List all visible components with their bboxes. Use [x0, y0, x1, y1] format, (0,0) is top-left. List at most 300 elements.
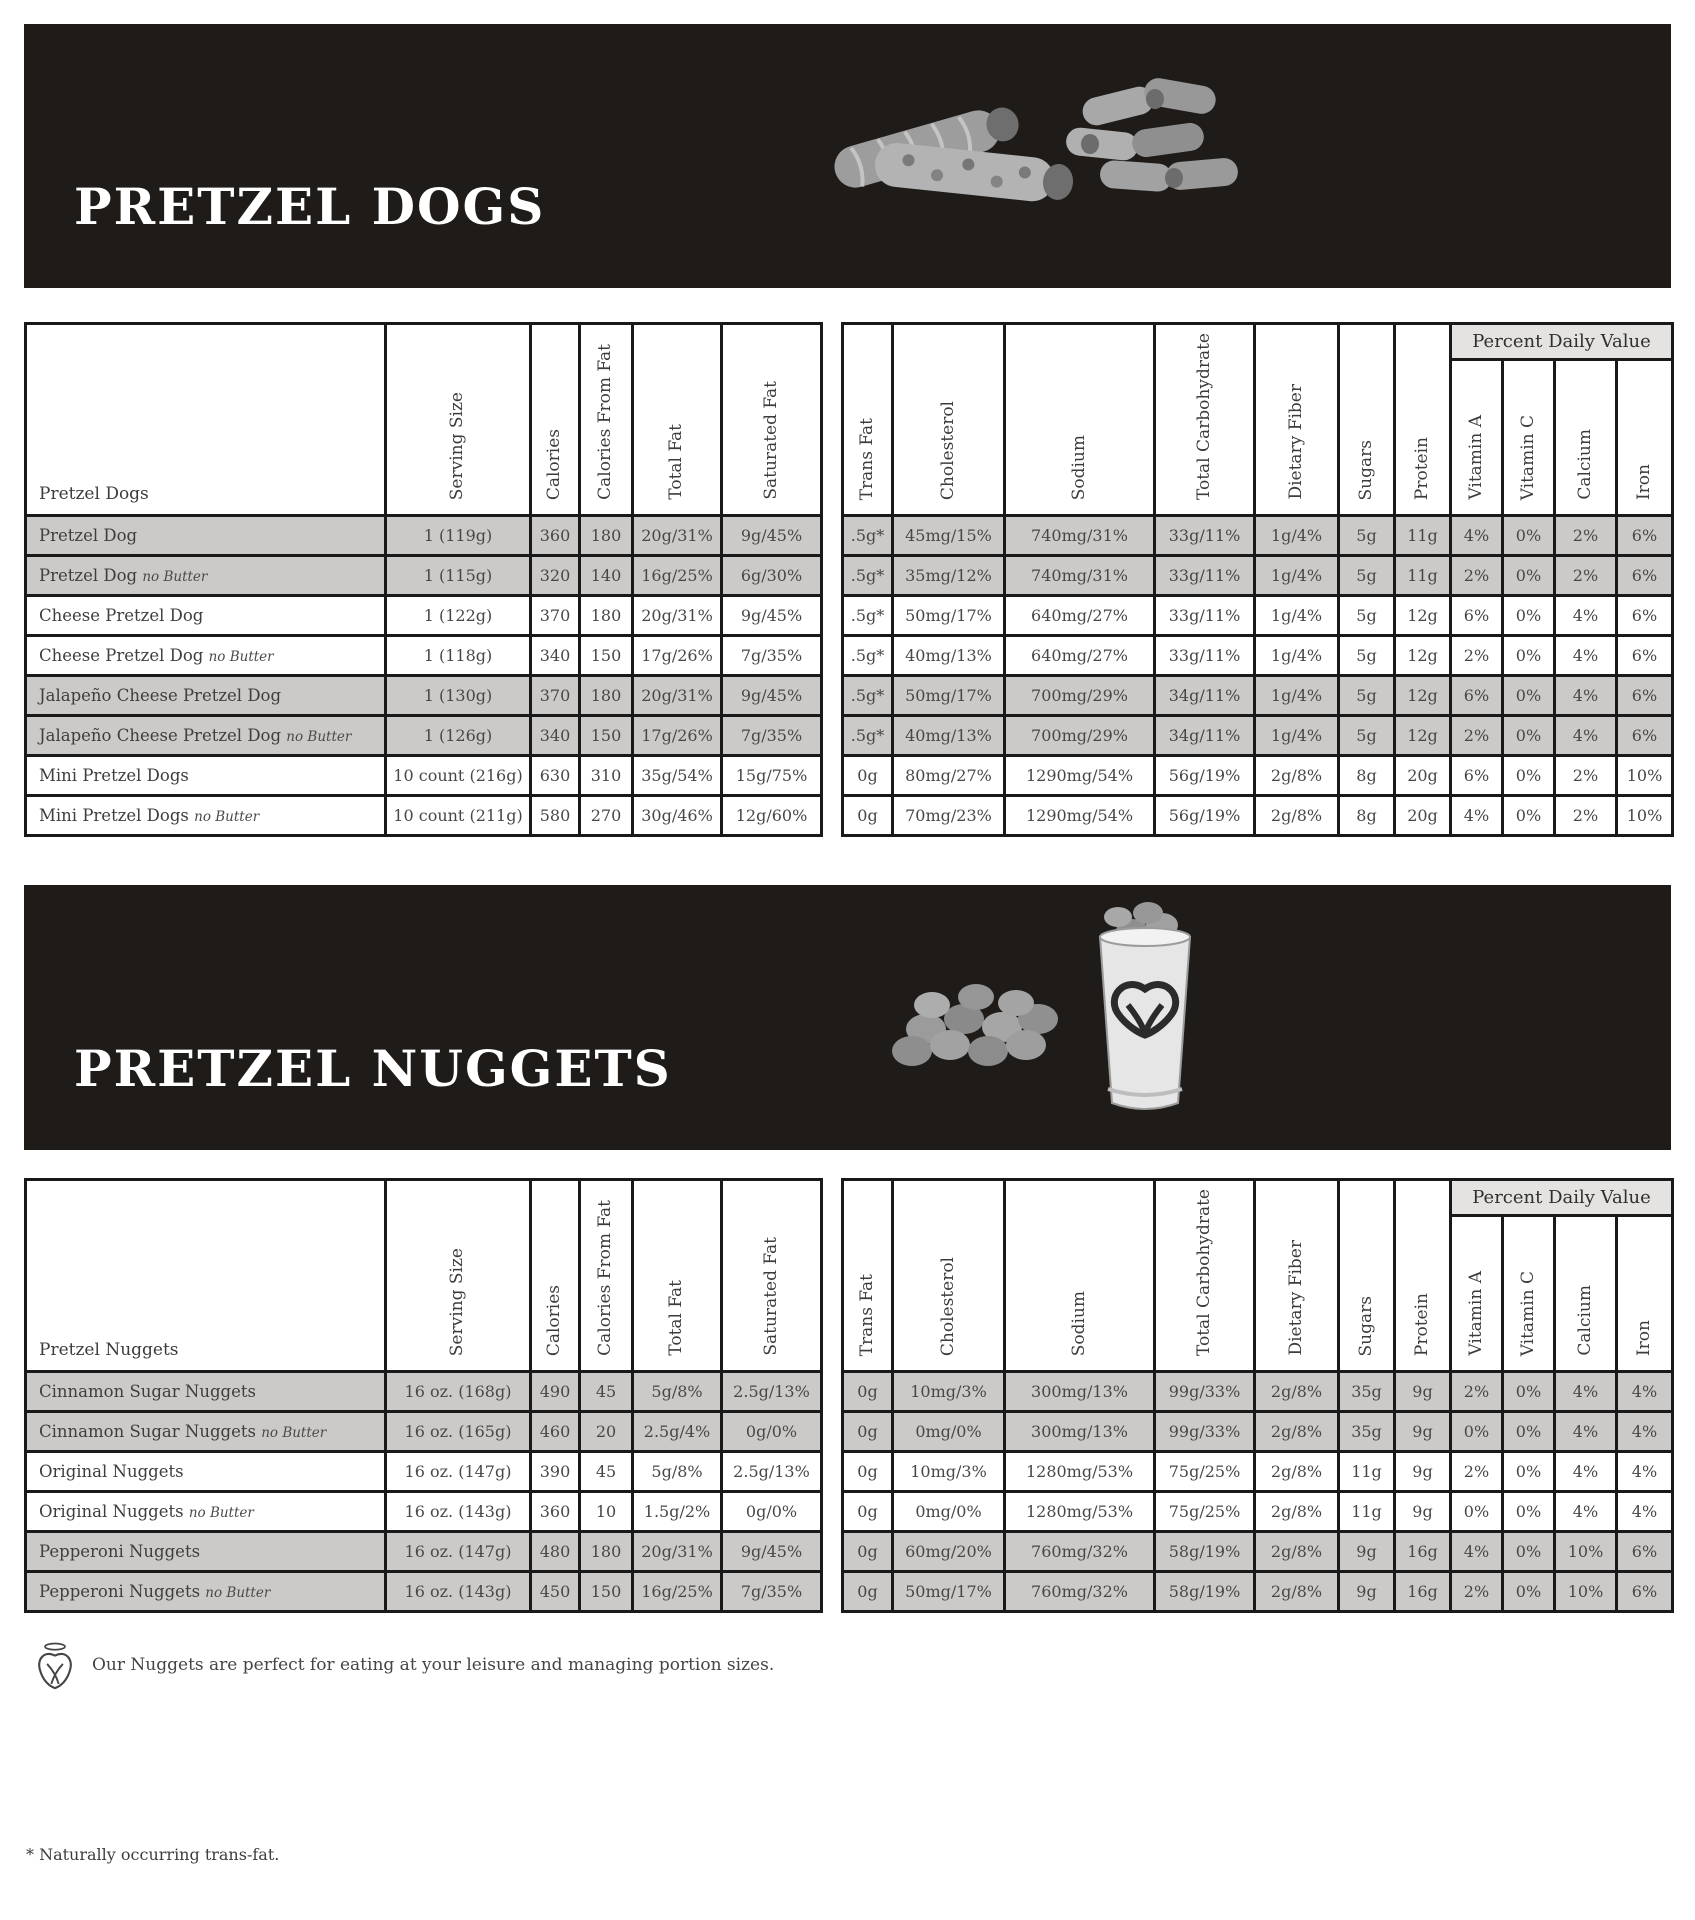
value-cell: 4% — [1451, 516, 1503, 556]
value-cell: .5g* — [843, 516, 893, 556]
value-cell: 1g/4% — [1255, 516, 1339, 556]
column-header-label: Serving Size — [447, 1247, 468, 1356]
value-cell: 10% — [1555, 1532, 1617, 1572]
value-cell: 11g — [1395, 516, 1451, 556]
value-cell: 58g/19% — [1155, 1572, 1255, 1612]
value-cell: 2.5g/13% — [722, 1372, 822, 1412]
table-row — [843, 1412, 1673, 1452]
value-cell: 9g — [1395, 1452, 1451, 1492]
value-cell: 2g/8% — [1255, 1452, 1339, 1492]
column-header-vitamin-c — [1503, 360, 1555, 516]
value-cell: 4% — [1555, 636, 1617, 676]
value-cell: 20g — [1395, 796, 1451, 836]
item-name: Cinnamon Sugar Nuggets no Butter — [26, 1412, 386, 1452]
value-cell: 34g/11% — [1155, 716, 1255, 756]
value-cell: 6% — [1617, 676, 1673, 716]
value-cell: 6% — [1617, 596, 1673, 636]
value-cell: 5g — [1339, 676, 1395, 716]
table-row — [843, 636, 1673, 676]
value-cell: 10 — [580, 1492, 633, 1532]
column-header-label: Saturated Fat — [760, 1237, 781, 1356]
value-cell: 2.5g/4% — [633, 1412, 722, 1452]
value-cell: 10% — [1617, 756, 1673, 796]
value-cell: 6% — [1451, 596, 1503, 636]
pretzel-dogs-micros-table — [841, 322, 1674, 837]
item-name-suffix: no Butter — [208, 649, 274, 665]
column-header-total-carbohydrate — [1155, 324, 1255, 516]
value-cell: .5g* — [843, 596, 893, 636]
value-cell: 180 — [580, 596, 633, 636]
table-row — [843, 716, 1673, 756]
column-header-calories-from-fat — [580, 1180, 633, 1372]
value-cell: 180 — [580, 516, 633, 556]
value-cell: 1290mg/54% — [1005, 796, 1155, 836]
value-cell: 45 — [580, 1372, 633, 1412]
value-cell: 5g/8% — [633, 1452, 722, 1492]
value-cell: 1280mg/53% — [1005, 1452, 1155, 1492]
value-cell: 300mg/13% — [1005, 1412, 1155, 1452]
value-cell: .5g* — [843, 636, 893, 676]
column-header-label: Saturated Fat — [760, 381, 781, 500]
value-cell: 4% — [1555, 1372, 1617, 1412]
value-cell: 2g/8% — [1255, 796, 1339, 836]
value-cell: 75g/25% — [1155, 1452, 1255, 1492]
value-cell: 760mg/32% — [1005, 1532, 1155, 1572]
value-cell: 1280mg/53% — [1005, 1492, 1155, 1532]
value-cell: 12g — [1395, 596, 1451, 636]
column-header-label: Calories — [544, 428, 565, 500]
value-cell: 6% — [1617, 516, 1673, 556]
value-cell: 16g/25% — [633, 556, 722, 596]
value-cell: 6% — [1451, 756, 1503, 796]
value-cell: 270 — [580, 796, 633, 836]
column-header-sugars — [1339, 324, 1395, 516]
column-header-label: Serving Size — [447, 391, 468, 500]
value-cell: 2.5g/13% — [722, 1452, 822, 1492]
value-cell: 0mg/0% — [893, 1412, 1005, 1452]
value-cell: 630 — [531, 756, 580, 796]
value-cell: 150 — [580, 636, 633, 676]
value-cell: 60mg/20% — [893, 1532, 1005, 1572]
value-cell: 0% — [1503, 1532, 1555, 1572]
percent-daily-value-header: Percent Daily Value — [1451, 1180, 1673, 1216]
value-cell: 580 — [531, 796, 580, 836]
value-cell: 2g/8% — [1255, 1492, 1339, 1532]
column-header-label: Total Carbohydrate — [1193, 332, 1214, 500]
column-header-label: Vitamin A — [1465, 415, 1486, 500]
column-header-label: Calcium — [1574, 1285, 1595, 1356]
value-cell: 6% — [1451, 676, 1503, 716]
value-cell: 390 — [531, 1452, 580, 1492]
value-cell: 5g — [1339, 596, 1395, 636]
pretzel-nuggets-macros-table — [24, 1178, 823, 1613]
column-header-sodium — [1005, 1180, 1155, 1372]
item-name: Pepperoni Nuggets — [26, 1532, 386, 1572]
value-cell: 16 oz. (168g) — [386, 1372, 531, 1412]
value-cell: 99g/33% — [1155, 1372, 1255, 1412]
column-header-label: Vitamin C — [1517, 1270, 1538, 1356]
value-cell: 9g/45% — [722, 516, 822, 556]
value-cell: 0% — [1503, 596, 1555, 636]
value-cell: 2% — [1451, 1372, 1503, 1412]
table-row — [26, 796, 822, 836]
column-header-label: Sodium — [1068, 434, 1089, 500]
value-cell: 0% — [1503, 796, 1555, 836]
item-name-suffix: no Butter — [286, 729, 352, 745]
value-cell: 0% — [1503, 1412, 1555, 1452]
table-row — [26, 1572, 822, 1612]
value-cell: 15g/75% — [722, 756, 822, 796]
value-cell: 4% — [1555, 676, 1617, 716]
item-name: Cinnamon Sugar Nuggets — [26, 1372, 386, 1412]
column-header-label: Cholesterol — [937, 1256, 958, 1356]
item-name: Original Nuggets — [26, 1452, 386, 1492]
column-header-label: Total Fat — [666, 1280, 687, 1356]
column-header-calcium — [1555, 360, 1617, 516]
value-cell: 6g/30% — [722, 556, 822, 596]
value-cell: 2% — [1451, 636, 1503, 676]
value-cell: 2% — [1555, 796, 1617, 836]
value-cell: 8g — [1339, 756, 1395, 796]
value-cell: 4% — [1617, 1492, 1673, 1532]
column-header-calories-from-fat — [580, 324, 633, 516]
value-cell: 16 oz. (143g) — [386, 1492, 531, 1532]
value-cell: 1.5g/2% — [633, 1492, 722, 1532]
column-header-total-carbohydrate — [1155, 1180, 1255, 1372]
item-name: Jalapeño Cheese Pretzel Dog — [26, 676, 386, 716]
column-header-label: Dietary Fiber — [1285, 384, 1306, 500]
column-header-dietary-fiber — [1255, 1180, 1339, 1372]
value-cell: 17g/26% — [633, 636, 722, 676]
value-cell: 33g/11% — [1155, 596, 1255, 636]
value-cell: 0g/0% — [722, 1412, 822, 1452]
value-cell: 700mg/29% — [1005, 676, 1155, 716]
value-cell: 7g/35% — [722, 636, 822, 676]
value-cell: 2g/8% — [1255, 1532, 1339, 1572]
column-header-label: Protein — [1411, 1292, 1432, 1356]
value-cell: 0% — [1451, 1412, 1503, 1452]
value-cell: 1g/4% — [1255, 556, 1339, 596]
value-cell: 12g — [1395, 716, 1451, 756]
table-row — [26, 1412, 822, 1452]
column-header-label: Cholesterol — [937, 400, 958, 500]
pretzel-halo-icon — [34, 1640, 76, 1690]
column-header-total-fat — [633, 324, 722, 516]
table-row — [843, 796, 1673, 836]
item-name: Original Nuggets no Butter — [26, 1492, 386, 1532]
value-cell: 6% — [1617, 1532, 1673, 1572]
value-cell: 360 — [531, 516, 580, 556]
value-cell: 70mg/23% — [893, 796, 1005, 836]
value-cell: 2% — [1555, 516, 1617, 556]
pretzel-dogs-photo — [814, 38, 1254, 248]
value-cell: 2% — [1451, 716, 1503, 756]
value-cell: 4% — [1555, 1492, 1617, 1532]
value-cell: 0% — [1503, 1372, 1555, 1412]
value-cell: 6% — [1617, 636, 1673, 676]
value-cell: 640mg/27% — [1005, 636, 1155, 676]
value-cell: 0% — [1451, 1492, 1503, 1532]
value-cell: 16 oz. (143g) — [386, 1572, 531, 1612]
value-cell: .5g* — [843, 716, 893, 756]
value-cell: 20g/31% — [633, 516, 722, 556]
value-cell: 9g/45% — [722, 676, 822, 716]
table-row — [843, 516, 1673, 556]
value-cell: 33g/11% — [1155, 636, 1255, 676]
table-label: Pretzel Nuggets — [26, 1180, 386, 1372]
value-cell: 11g — [1339, 1452, 1395, 1492]
value-cell: 99g/33% — [1155, 1412, 1255, 1452]
table-row — [26, 1492, 822, 1532]
table-row — [26, 1372, 822, 1412]
value-cell: 35g — [1339, 1372, 1395, 1412]
column-header-label: Sugars — [1355, 1295, 1376, 1356]
value-cell: 1g/4% — [1255, 636, 1339, 676]
value-cell: 5g — [1339, 556, 1395, 596]
value-cell: 0% — [1503, 1452, 1555, 1492]
column-header-label: Vitamin A — [1465, 1271, 1486, 1356]
value-cell: 16 oz. (147g) — [386, 1452, 531, 1492]
value-cell: 340 — [531, 716, 580, 756]
value-cell: 20g/31% — [633, 676, 722, 716]
table-row — [26, 1532, 822, 1572]
column-header-vitamin-a — [1451, 360, 1503, 516]
item-name-suffix: no Butter — [205, 1585, 271, 1601]
value-cell: 0% — [1503, 716, 1555, 756]
value-cell: 4% — [1451, 1532, 1503, 1572]
item-name: Pretzel Dog no Butter — [26, 556, 386, 596]
value-cell: 0g — [843, 796, 893, 836]
column-header-vitamin-c — [1503, 1216, 1555, 1372]
value-cell: 0% — [1503, 556, 1555, 596]
column-header-trans-fat — [843, 324, 893, 516]
value-cell: 1 (119g) — [386, 516, 531, 556]
value-cell: 9g — [1395, 1412, 1451, 1452]
item-name: Mini Pretzel Dogs no Butter — [26, 796, 386, 836]
column-header-label: Calcium — [1574, 429, 1595, 500]
value-cell: 9g — [1395, 1492, 1451, 1532]
item-name: Pretzel Dog — [26, 516, 386, 556]
table-row — [843, 756, 1673, 796]
value-cell: 5g — [1339, 716, 1395, 756]
column-header-protein — [1395, 1180, 1451, 1372]
value-cell: 1 (126g) — [386, 716, 531, 756]
value-cell: 0% — [1503, 1572, 1555, 1612]
value-cell: 20g/31% — [633, 1532, 722, 1572]
value-cell: 4% — [1617, 1372, 1673, 1412]
value-cell: 58g/19% — [1155, 1532, 1255, 1572]
value-cell: 4% — [1555, 716, 1617, 756]
column-header-label: Trans Fat — [856, 1273, 877, 1356]
table-row — [843, 1492, 1673, 1532]
trans-fat-footnote: * Naturally occurring trans-fat. — [26, 1845, 280, 1864]
table-row — [843, 596, 1673, 636]
section-title-pretzel-nuggets: PRETZEL NUGGETS — [74, 1039, 672, 1098]
value-cell: 33g/11% — [1155, 556, 1255, 596]
item-name-suffix: no Butter — [194, 809, 260, 825]
value-cell: 0g — [843, 1492, 893, 1532]
value-cell: 16 oz. (147g) — [386, 1532, 531, 1572]
value-cell: 1 (122g) — [386, 596, 531, 636]
table-row — [26, 676, 822, 716]
value-cell: 56g/19% — [1155, 796, 1255, 836]
value-cell: 10% — [1555, 1572, 1617, 1612]
value-cell: 2g/8% — [1255, 1572, 1339, 1612]
value-cell: 1g/4% — [1255, 676, 1339, 716]
value-cell: 5g — [1339, 516, 1395, 556]
value-cell: 0g — [843, 1372, 893, 1412]
table-row — [26, 516, 822, 556]
value-cell: 1g/4% — [1255, 596, 1339, 636]
value-cell: 340 — [531, 636, 580, 676]
table-row — [843, 1372, 1673, 1412]
value-cell: 1 (118g) — [386, 636, 531, 676]
value-cell: 180 — [580, 1532, 633, 1572]
value-cell: 35mg/12% — [893, 556, 1005, 596]
value-cell: 0mg/0% — [893, 1492, 1005, 1532]
value-cell: 17g/26% — [633, 716, 722, 756]
column-header-sugars — [1339, 1180, 1395, 1372]
value-cell: 6% — [1617, 556, 1673, 596]
column-header-label: Calories From Fat — [595, 1200, 616, 1356]
value-cell: 0% — [1503, 1492, 1555, 1532]
table-row — [843, 556, 1673, 596]
value-cell: 50mg/17% — [893, 676, 1005, 716]
value-cell: 0% — [1503, 636, 1555, 676]
value-cell: .5g* — [843, 676, 893, 716]
table-row — [26, 636, 822, 676]
value-cell: 6% — [1617, 1572, 1673, 1612]
value-cell: .5g* — [843, 556, 893, 596]
value-cell: 16g/25% — [633, 1572, 722, 1612]
table-row — [26, 596, 822, 636]
table-row — [26, 556, 822, 596]
column-header-protein — [1395, 324, 1451, 516]
value-cell: 9g — [1339, 1532, 1395, 1572]
item-name: Cheese Pretzel Dog — [26, 596, 386, 636]
column-header-label: Total Fat — [666, 424, 687, 500]
column-header-label: Iron — [1633, 1319, 1654, 1356]
value-cell: 150 — [580, 716, 633, 756]
value-cell: 490 — [531, 1372, 580, 1412]
value-cell: 360 — [531, 1492, 580, 1532]
value-cell: 11g — [1395, 556, 1451, 596]
pretzel-dogs-banner — [24, 24, 1671, 288]
column-header-calcium — [1555, 1216, 1617, 1372]
table-label: Pretzel Dogs — [26, 324, 386, 516]
value-cell: 140 — [580, 556, 633, 596]
item-name: Jalapeño Cheese Pretzel Dog no Butter — [26, 716, 386, 756]
column-header-saturated-fat — [722, 1180, 822, 1372]
value-cell: 10mg/3% — [893, 1452, 1005, 1492]
value-cell: 7g/35% — [722, 1572, 822, 1612]
value-cell: 9g — [1395, 1372, 1451, 1412]
value-cell: 5g/8% — [633, 1372, 722, 1412]
value-cell: 0g/0% — [722, 1492, 822, 1532]
value-cell: 2g/8% — [1255, 1372, 1339, 1412]
value-cell: 50mg/17% — [893, 1572, 1005, 1612]
value-cell: 740mg/31% — [1005, 516, 1155, 556]
value-cell: 0g — [843, 1452, 893, 1492]
value-cell: 760mg/32% — [1005, 1572, 1155, 1612]
value-cell: 0g — [843, 1572, 893, 1612]
value-cell: 150 — [580, 1572, 633, 1612]
value-cell: 10 count (216g) — [386, 756, 531, 796]
column-header-label: Calories — [544, 1284, 565, 1356]
table-row — [843, 1452, 1673, 1492]
value-cell: 0% — [1503, 676, 1555, 716]
value-cell: 10mg/3% — [893, 1372, 1005, 1412]
value-cell: 450 — [531, 1572, 580, 1612]
value-cell: 30g/46% — [633, 796, 722, 836]
item-name-suffix: no Butter — [261, 1425, 327, 1441]
column-header-trans-fat — [843, 1180, 893, 1372]
value-cell: 56g/19% — [1155, 756, 1255, 796]
value-cell: 45mg/15% — [893, 516, 1005, 556]
pretzel-dogs-macros-table — [24, 322, 823, 837]
value-cell: 2% — [1451, 1452, 1503, 1492]
column-header-label: Dietary Fiber — [1285, 1240, 1306, 1356]
value-cell: 12g — [1395, 676, 1451, 716]
pretzel-nuggets-banner — [24, 885, 1671, 1150]
value-cell: 33g/11% — [1155, 516, 1255, 556]
value-cell: 1 (115g) — [386, 556, 531, 596]
value-cell: 1g/4% — [1255, 716, 1339, 756]
value-cell: 4% — [1617, 1412, 1673, 1452]
table-row — [26, 756, 822, 796]
value-cell: 2% — [1555, 556, 1617, 596]
item-name-suffix: no Butter — [142, 569, 208, 585]
value-cell: 35g/54% — [633, 756, 722, 796]
column-header-vitamin-a — [1451, 1216, 1503, 1372]
value-cell: 460 — [531, 1412, 580, 1452]
item-name-suffix: no Butter — [188, 1505, 254, 1521]
column-header-cholesterol — [893, 1180, 1005, 1372]
percent-daily-value-header: Percent Daily Value — [1451, 324, 1673, 360]
value-cell: 740mg/31% — [1005, 556, 1155, 596]
column-header-serving-size — [386, 1180, 531, 1372]
value-cell: 80mg/27% — [893, 756, 1005, 796]
value-cell: 480 — [531, 1532, 580, 1572]
column-header-label: Sodium — [1068, 1290, 1089, 1356]
value-cell: 16 oz. (165g) — [386, 1412, 531, 1452]
value-cell: 370 — [531, 596, 580, 636]
item-name: Pepperoni Nuggets no Butter — [26, 1572, 386, 1612]
value-cell: 4% — [1555, 1452, 1617, 1492]
column-header-label: Total Carbohydrate — [1193, 1188, 1214, 1356]
value-cell: 2% — [1451, 556, 1503, 596]
value-cell: 50mg/17% — [893, 596, 1005, 636]
value-cell: 6% — [1617, 716, 1673, 756]
value-cell: 0% — [1503, 756, 1555, 796]
column-header-iron — [1617, 360, 1673, 516]
item-name: Mini Pretzel Dogs — [26, 756, 386, 796]
value-cell: 10% — [1617, 796, 1673, 836]
column-header-label: Iron — [1633, 463, 1654, 500]
value-cell: 75g/25% — [1155, 1492, 1255, 1532]
value-cell: 1290mg/54% — [1005, 756, 1155, 796]
value-cell: 4% — [1451, 796, 1503, 836]
value-cell: 20g — [1395, 756, 1451, 796]
value-cell: 34g/11% — [1155, 676, 1255, 716]
table-row — [843, 1532, 1673, 1572]
column-header-label: Vitamin C — [1517, 414, 1538, 500]
column-header-calories — [531, 1180, 580, 1372]
value-cell: 9g — [1339, 1572, 1395, 1612]
value-cell: 10 count (211g) — [386, 796, 531, 836]
value-cell: 35g — [1339, 1412, 1395, 1452]
section-title-pretzel-dogs: PRETZEL DOGS — [74, 177, 546, 236]
